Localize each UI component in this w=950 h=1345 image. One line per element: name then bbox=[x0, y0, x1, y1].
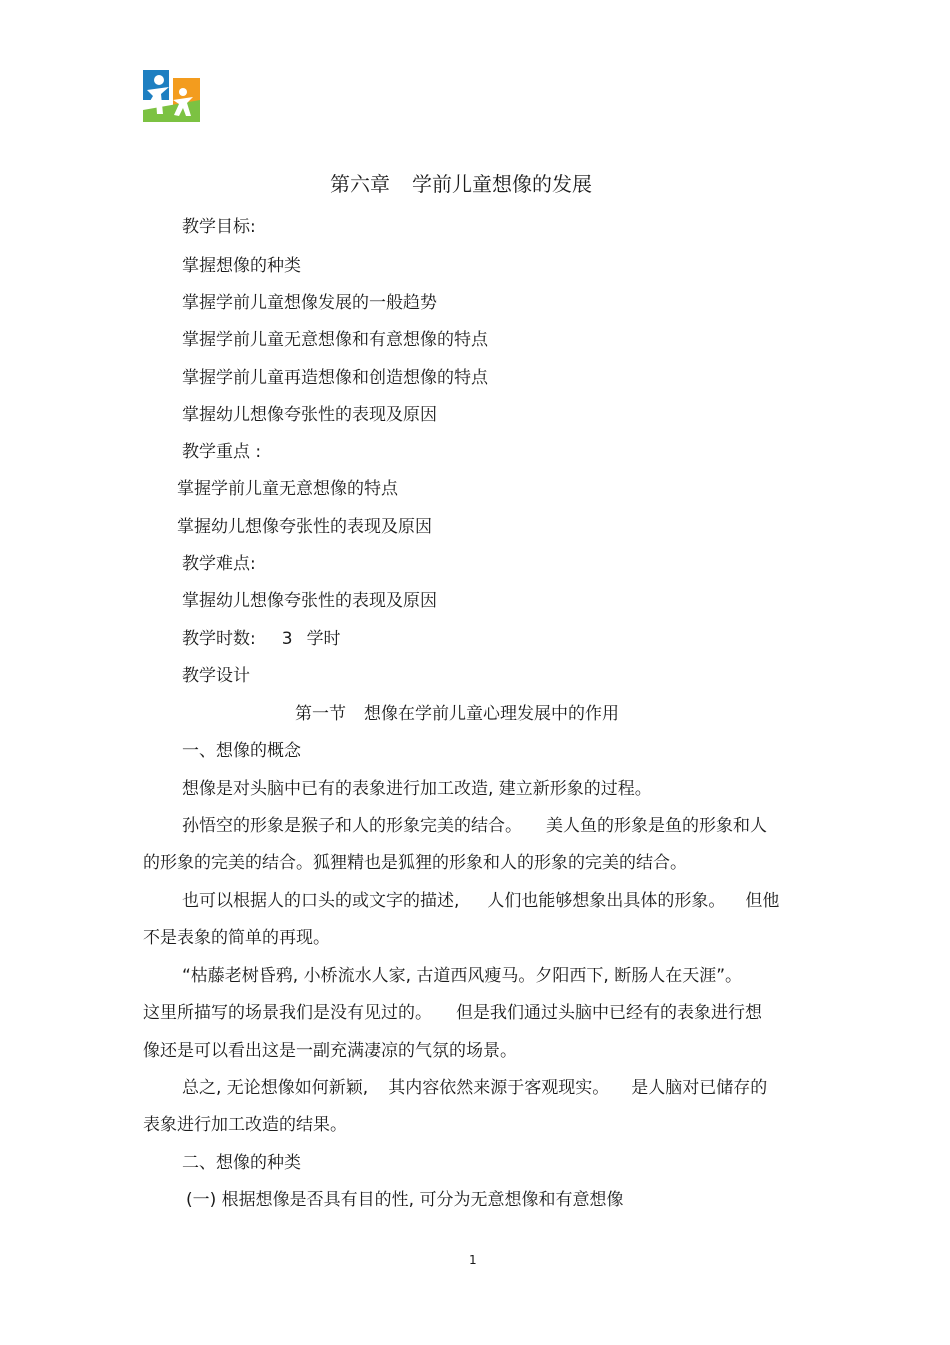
text-segment: 人们也能够想象出具体的形象。 bbox=[487, 891, 726, 911]
objectives-heading: 教学目标: bbox=[182, 217, 256, 237]
section-number: 第一节 bbox=[295, 704, 346, 724]
text-segment: 美人鱼的形象是鱼的形象和人 bbox=[546, 816, 767, 836]
chapter-number: 第六章 bbox=[330, 172, 390, 196]
objective-item: 掌握学前儿童无意想像和有意想像的特点 bbox=[182, 330, 488, 350]
hours-unit: 学时 bbox=[306, 629, 341, 649]
page-number: 1 bbox=[469, 1253, 477, 1267]
paragraph-line bbox=[182, 1078, 767, 1098]
text-segment: 但是我们通过头脑中已经有的表象进行想 bbox=[456, 1003, 762, 1023]
difficulties-heading: 教学难点: bbox=[182, 554, 256, 574]
key-point-item: 掌握学前儿童无意想像的特点 bbox=[177, 479, 398, 499]
objective-item: 掌握想像的种类 bbox=[182, 256, 301, 276]
hours-value: 3 bbox=[281, 629, 293, 649]
key-points-heading: 教学重点 : bbox=[182, 442, 262, 462]
paragraph-line bbox=[143, 1003, 762, 1023]
chapter-title bbox=[330, 172, 592, 196]
text-segment: 也可以根据人的口头的或文字的描述, bbox=[182, 891, 460, 911]
school-children-logo bbox=[143, 70, 200, 122]
design-heading: 教学设计 bbox=[182, 666, 250, 686]
text-segment: 总之, 无论想像如何新颖, bbox=[182, 1078, 369, 1098]
text-segment: 其内容依然来源于客观现实。 bbox=[388, 1078, 610, 1098]
paragraph-line bbox=[182, 816, 767, 836]
types-heading: 二、想像的种类 bbox=[182, 1153, 301, 1173]
text-segment: 孙悟空的形象是猴子和人的形象完美的结合。 bbox=[182, 816, 522, 836]
section-name: 想像在学前儿童心理发展中的作用 bbox=[364, 704, 619, 724]
difficulty-item: 掌握幼儿想像夸张性的表现及原因 bbox=[182, 591, 437, 611]
hours-label: 教学时数: bbox=[182, 629, 256, 649]
types-subheading: (一) 根据想像是否具有目的性, 可分为无意想像和有意想像 bbox=[186, 1190, 624, 1210]
teaching-hours bbox=[182, 629, 341, 649]
text-segment: 但他 bbox=[745, 891, 780, 911]
concept-heading: 一、想像的概念 bbox=[182, 741, 301, 761]
paragraph-line: 表象进行加工改造的结果。 bbox=[143, 1115, 347, 1135]
poem-line: “枯藤老树昏鸦, 小桥流水人家, 古道西风瘦马。夕阳西下, 断肠人在天涯”。 bbox=[182, 966, 743, 986]
logo-icon bbox=[143, 70, 200, 122]
objective-item: 掌握学前儿童想像发展的一般趋势 bbox=[182, 293, 437, 313]
text-segment: 是人脑对已储存的 bbox=[631, 1078, 768, 1098]
paragraph-line: 像还是可以看出这是一副充满凄凉的气氛的场景。 bbox=[143, 1041, 517, 1061]
key-point-item: 掌握幼儿想像夸张性的表现及原因 bbox=[177, 517, 432, 537]
text-segment: 这里所描写的场景我们是没有见过的。 bbox=[143, 1003, 432, 1023]
objective-item: 掌握学前儿童再造想像和创造想像的特点 bbox=[182, 368, 488, 388]
paragraph-line: 的形象的完美的结合。狐狸精也是狐狸的形象和人的形象的完美的结合。 bbox=[143, 853, 687, 873]
section-title bbox=[295, 704, 619, 724]
paragraph-line bbox=[182, 891, 779, 911]
concept-definition: 想像是对头脑中已有的表象进行加工改造, 建立新形象的过程。 bbox=[182, 779, 652, 799]
chapter-name: 学前儿童想像的发展 bbox=[412, 172, 592, 196]
objective-item: 掌握幼儿想像夸张性的表现及原因 bbox=[182, 405, 437, 425]
paragraph-line: 不是表象的简单的再现。 bbox=[143, 928, 330, 948]
